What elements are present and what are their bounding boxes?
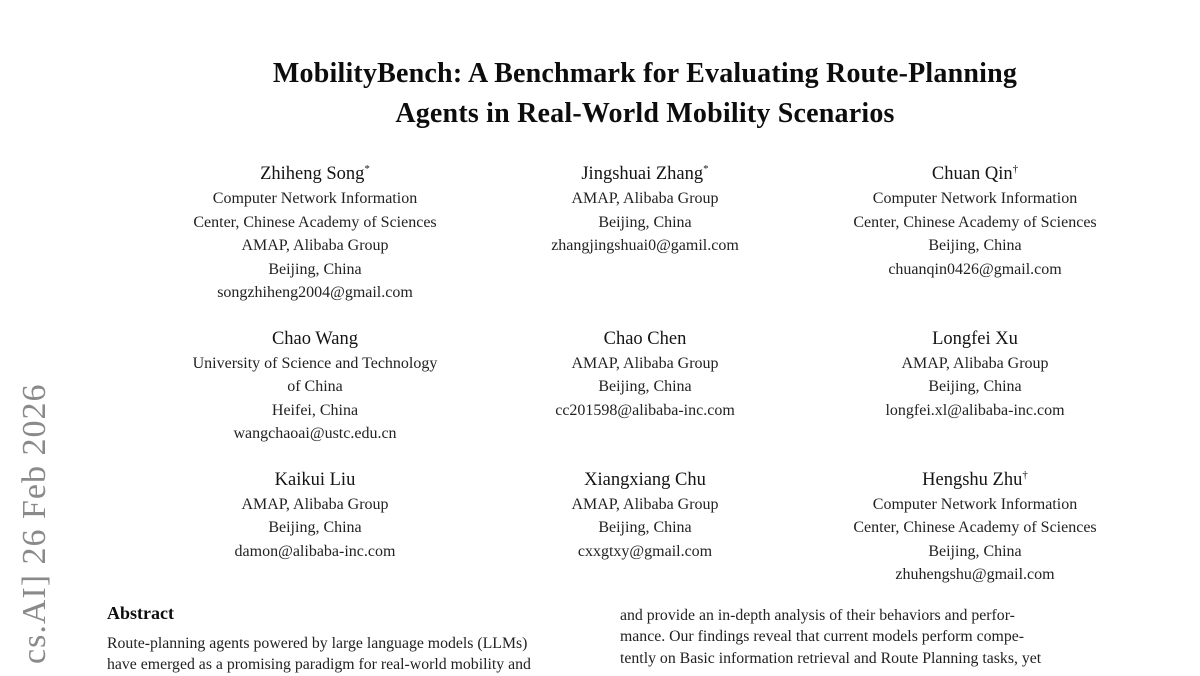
author-block	[480, 162, 810, 305]
author-email: cxxgtxy@gmail.com	[480, 540, 810, 564]
author-affiliation-line: Beijing, China	[480, 211, 810, 235]
author-email: wangchaoai@ustc.edu.cn	[150, 422, 480, 446]
author-affiliation-line: Center, Chinese Academy of Sciences	[810, 211, 1140, 235]
author-block	[810, 468, 1140, 587]
right-column-text-line-partial: tently on Basic information retrieval and Route Planning tasks, yet	[620, 648, 1107, 670]
author-affiliation-line: AMAP, Alibaba Group	[480, 493, 810, 517]
author-affiliation-line: Computer Network Information	[810, 187, 1140, 211]
right-column-text-line: and provide an in-depth analysis of their behaviors and perfor-	[620, 605, 1107, 627]
author-name-text: Chao Wang	[272, 329, 358, 349]
author-block	[810, 162, 1140, 305]
paper-title	[90, 54, 1200, 134]
author-name	[480, 162, 810, 187]
author-name-text: Zhiheng Song	[260, 164, 364, 184]
author-mark: †	[1013, 163, 1019, 175]
paper-content	[90, 0, 1200, 648]
abstract-text-line: Route-planning agents powered by large language models (LLMs)	[107, 633, 594, 655]
author-name-text: Kaikui Liu	[275, 470, 356, 490]
author-row-3	[150, 468, 1140, 587]
author-email: cc201598@alibaba-inc.com	[480, 399, 810, 423]
abstract-two-columns	[107, 603, 1107, 676]
author-affiliation-line: Beijing, China	[810, 540, 1140, 564]
author-email: zhuhengshu@gmail.com	[810, 563, 1140, 587]
author-affiliation-line: Computer Network Information	[810, 493, 1140, 517]
arxiv-vertical-banner: cs.AI] 26 Feb 2026	[16, 224, 54, 664]
author-affiliation-line: Beijing, China	[480, 516, 810, 540]
author-name-text: Chao Chen	[604, 329, 687, 349]
author-block	[480, 327, 810, 446]
author-row-2	[150, 327, 1140, 446]
abstract-left-column	[107, 603, 594, 676]
author-name-text: Hengshu Zhu	[922, 470, 1022, 490]
author-mark: †	[1022, 468, 1028, 480]
author-affiliation-line: AMAP, Alibaba Group	[480, 187, 810, 211]
author-block	[150, 327, 480, 446]
abstract-heading: Abstract	[107, 603, 594, 624]
author-affiliation-line: University of Science and Technology	[150, 352, 480, 376]
author-name	[480, 468, 810, 493]
author-row-1	[150, 162, 1140, 305]
author-email: zhangjingshuai0@gamil.com	[480, 234, 810, 258]
author-name	[150, 327, 480, 352]
author-affiliation-line: AMAP, Alibaba Group	[150, 234, 480, 258]
author-affiliation-line: AMAP, Alibaba Group	[480, 352, 810, 376]
abstract-right-column	[620, 603, 1107, 676]
author-affiliation-line: Beijing, China	[150, 516, 480, 540]
author-email: longfei.xl@alibaba-inc.com	[810, 399, 1140, 423]
author-name-text: Chuan Qin	[932, 164, 1013, 184]
author-affiliation-line: Center, Chinese Academy of Sciences	[150, 211, 480, 235]
paper-title-line2: Agents in Real-World Mobility Scenarios	[90, 94, 1200, 134]
author-email: damon@alibaba-inc.com	[150, 540, 480, 564]
author-block	[150, 162, 480, 305]
author-block	[150, 468, 480, 587]
author-affiliation-line: Beijing, China	[810, 375, 1140, 399]
author-name	[480, 327, 810, 352]
author-affiliation-line: AMAP, Alibaba Group	[810, 352, 1140, 376]
authors-grid	[150, 162, 1140, 587]
author-affiliation-line: AMAP, Alibaba Group	[150, 493, 480, 517]
author-affiliation-line: of China	[150, 375, 480, 399]
author-affiliation-line: Computer Network Information	[150, 187, 480, 211]
author-name	[810, 327, 1140, 352]
author-affiliation-line: Center, Chinese Academy of Sciences	[810, 516, 1140, 540]
author-name	[810, 468, 1140, 493]
author-mark: *	[703, 163, 709, 175]
abstract-text-line-partial: have emerged as a promising paradigm for real-world mobility and	[107, 654, 594, 676]
author-affiliation-line: Beijing, China	[810, 234, 1140, 258]
author-block	[810, 327, 1140, 446]
author-name-text: Xiangxiang Chu	[584, 470, 706, 490]
author-name	[150, 162, 480, 187]
paper-title-line1: MobilityBench: A Benchmark for Evaluating Route-Planning	[90, 54, 1200, 94]
author-email: songzhiheng2004@gmail.com	[150, 281, 480, 305]
author-name	[150, 468, 480, 493]
author-name-text: Jingshuai Zhang	[581, 164, 703, 184]
right-column-text-line: mance. Our findings reveal that current models perform compe-	[620, 626, 1107, 648]
author-affiliation-line: Heifei, China	[150, 399, 480, 423]
author-email: chuanqin0426@gmail.com	[810, 258, 1140, 282]
author-affiliation-line: Beijing, China	[480, 375, 810, 399]
author-name-text: Longfei Xu	[932, 329, 1018, 349]
author-mark: *	[364, 163, 370, 175]
author-name	[810, 162, 1140, 187]
author-affiliation-line: Beijing, China	[150, 258, 480, 282]
author-block	[480, 468, 810, 587]
